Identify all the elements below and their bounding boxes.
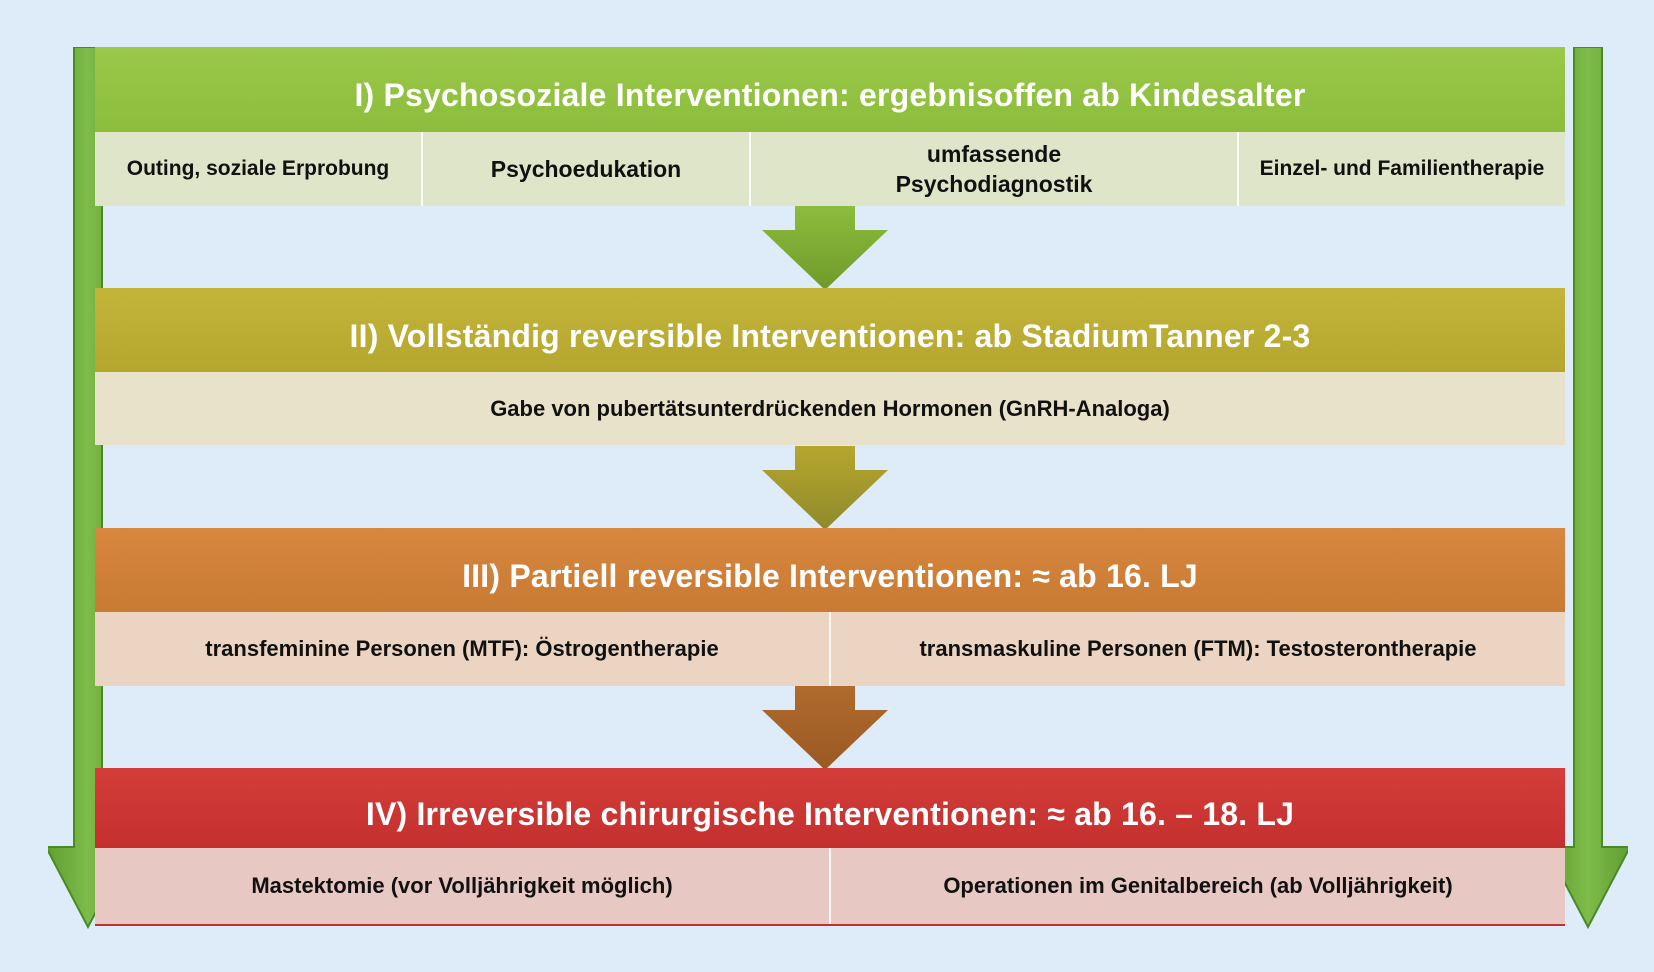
stage-3-title: III) Partiell reversible Interventionen: ≈ ab 16. LJ xyxy=(462,557,1198,594)
stage-1-item-psychoeducation: Psychoedukation xyxy=(421,132,749,206)
stage-4-item-mastectomy: Mastektomie (vor Volljährigkeit möglich) xyxy=(251,873,673,898)
stage-1-header xyxy=(95,47,1565,132)
stage-1-items xyxy=(95,132,1565,206)
stage-1-item-psychodiagnostics: umfassende Psychodiagnostik xyxy=(749,132,1237,206)
stage-2-item-gnrh: Gabe von pubertätsunterdrückenden Hormonen (GnRH-Analoga) xyxy=(490,395,1170,421)
stage-3-item-mtf: transfeminine Personen (MTF): Östrogentherapie xyxy=(205,636,719,661)
stage-2-header xyxy=(95,288,1565,372)
stage-4-title: IV) Irreversible chirurgische Interventionen: ≈ ab 16. – 18. LJ xyxy=(365,795,1295,832)
stage-1-item-therapy: Einzel- und Familientherapie xyxy=(1237,132,1565,206)
down-arrow-2 xyxy=(762,446,888,530)
stage-2-title: II) Vollständig reversible Interventionen: ab StadiumTanner 2-3 xyxy=(349,317,1311,354)
stage-1-item-outing: Outing, soziale Erprobung xyxy=(126,157,390,180)
down-arrow-1 xyxy=(762,206,888,290)
stage-3-header xyxy=(95,528,1565,612)
stage-3-items xyxy=(95,612,1565,686)
stage-4-header xyxy=(95,768,1565,848)
stage-1-title: I) Psychosoziale Interventionen: ergebnisoffen ab Kindesalter xyxy=(354,77,1306,113)
stage-4-item-genital-surgery: Operationen im Genitalbereich (ab Volljährigkeit) xyxy=(829,848,1565,924)
down-arrow-3 xyxy=(762,686,888,770)
stage-2-items xyxy=(95,372,1565,445)
stage-4-items xyxy=(95,848,1565,926)
stage-3-item-ftm: transmaskuline Personen (FTM): Testosterontherapie xyxy=(829,612,1565,686)
